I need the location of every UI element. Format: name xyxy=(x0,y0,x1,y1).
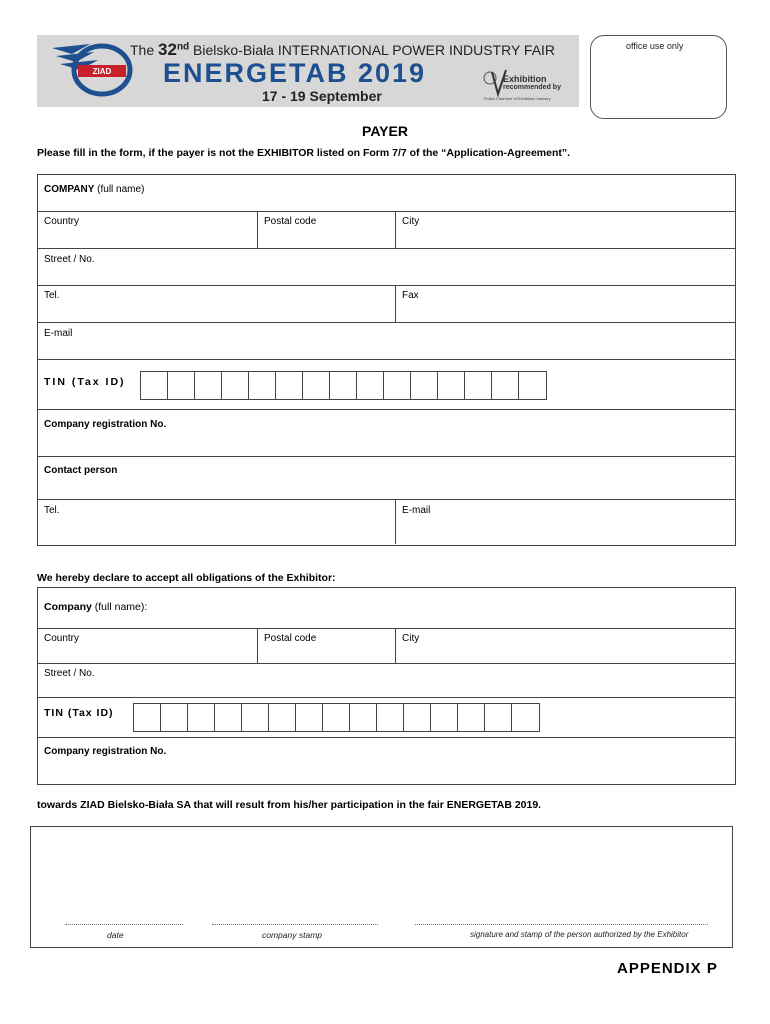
contact-email-label: E-mail xyxy=(402,505,431,516)
tin-digit-box[interactable] xyxy=(431,704,458,731)
title-sup: nd xyxy=(176,41,190,53)
tin-digit-box[interactable] xyxy=(303,372,330,399)
tin-digit-box[interactable] xyxy=(269,704,296,731)
email-label: E-mail xyxy=(44,328,73,339)
tin-digit-box[interactable] xyxy=(215,704,242,731)
exhibitor-country-label: Country xyxy=(44,633,80,644)
tin-digit-box[interactable] xyxy=(296,704,323,731)
event-name: ENERGETAB 2019 xyxy=(163,58,427,88)
tin-label: TIN (Tax ID) xyxy=(44,376,126,388)
tin-digit-box[interactable] xyxy=(465,372,492,399)
city-label: City xyxy=(402,216,420,227)
postal-code-label: Postal code xyxy=(264,216,317,227)
company-stamp-line xyxy=(212,924,378,925)
payer-form xyxy=(37,174,736,546)
tin-digit-box[interactable] xyxy=(377,704,404,731)
tin-digit-box[interactable] xyxy=(384,372,411,399)
exhibitor-tin-boxes[interactable] xyxy=(133,703,540,732)
exhibitor-company-label: Company (full name): xyxy=(44,601,148,613)
exhibitor-street-label: Street / No. xyxy=(44,668,95,679)
divider xyxy=(37,628,736,629)
divider xyxy=(395,211,396,248)
divider xyxy=(395,285,396,322)
country-label: Country xyxy=(44,216,80,227)
company-field[interactable] xyxy=(38,196,737,212)
divider xyxy=(37,456,736,457)
tin-digit-box[interactable] xyxy=(188,704,215,731)
tin-digit-box[interactable] xyxy=(357,372,384,399)
tin-digit-box[interactable] xyxy=(242,704,269,731)
divider xyxy=(395,628,396,663)
office-use-label: office use only xyxy=(626,41,684,51)
tin-digit-box[interactable] xyxy=(411,372,438,399)
badge-line2: recommended by xyxy=(503,84,561,91)
title-prefix: The xyxy=(130,42,155,58)
title-number: 32 xyxy=(158,40,177,59)
divider xyxy=(395,499,396,544)
event-dates: 17 - 19 September xyxy=(262,88,382,104)
divider xyxy=(37,499,736,500)
instruction-text: Please fill in the form, if the payer is not the EXHIBITOR listed on Form 7/7 of the “Application-Agreement”. xyxy=(37,147,571,159)
company-label: COMPANY (full name) xyxy=(44,184,145,195)
tin-digit-box[interactable] xyxy=(323,704,350,731)
company-stamp-caption: company stamp xyxy=(262,930,322,940)
declaration-text: We hereby declare to accept all obligations of the Exhibitor: xyxy=(37,572,336,584)
date-caption: date xyxy=(107,930,124,940)
tin-digit-box[interactable] xyxy=(485,704,512,731)
contact-tel-label: Tel. xyxy=(44,505,60,516)
tin-digit-box[interactable] xyxy=(492,372,519,399)
exhibitor-tin-label: TIN (Tax ID) xyxy=(44,707,114,719)
tin-digit-box[interactable] xyxy=(512,704,539,731)
date-line xyxy=(65,924,183,925)
exhibitor-registration-label: Company registration No. xyxy=(44,746,167,757)
tin-boxes[interactable] xyxy=(140,371,547,400)
tin-digit-box[interactable] xyxy=(276,372,303,399)
appendix-label: APPENDIX P xyxy=(617,960,718,977)
tin-digit-box[interactable] xyxy=(249,372,276,399)
contact-person-label: Contact person xyxy=(44,465,118,476)
divider xyxy=(37,248,736,249)
divider xyxy=(257,628,258,663)
registration-label: Company registration No. xyxy=(44,419,167,430)
exhibitor-postal-code-label: Postal code xyxy=(264,633,317,644)
ziad-logo-icon xyxy=(50,40,135,100)
tin-digit-box[interactable] xyxy=(438,372,465,399)
tin-digit-box[interactable] xyxy=(161,704,188,731)
towards-text: towards ZIAD Bielsko-Biała SA that will result from his/her participation in the fair ENERGETAB 2019. xyxy=(37,799,542,811)
tin-digit-box[interactable] xyxy=(330,372,357,399)
tin-digit-box[interactable] xyxy=(404,704,431,731)
divider xyxy=(257,211,258,248)
tin-digit-box[interactable] xyxy=(168,372,195,399)
divider xyxy=(37,322,736,323)
divider xyxy=(37,359,736,360)
signature-line xyxy=(415,924,708,925)
fax-label: Fax xyxy=(402,290,419,301)
divider xyxy=(37,285,736,286)
title-rest: Bielsko-Biała INTERNATIONAL POWER INDUSTRY FAIR xyxy=(193,42,556,58)
tin-digit-box[interactable] xyxy=(222,372,249,399)
badge-line3: Polish Chamber of Exhibition Industry xyxy=(484,96,551,101)
page-title: PAYER xyxy=(362,123,408,139)
divider xyxy=(37,663,736,664)
tin-digit-box[interactable] xyxy=(134,704,161,731)
tin-digit-box[interactable] xyxy=(519,372,546,399)
signature-caption: signature and stamp of the person authorized by the Exhibitor xyxy=(470,930,689,939)
tin-digit-box[interactable] xyxy=(141,372,168,399)
exhibitor-city-label: City xyxy=(402,633,420,644)
badge-line1: Exhibition xyxy=(503,74,547,84)
divider xyxy=(37,737,736,738)
banner-title xyxy=(130,40,555,60)
logo-text: ZIAD xyxy=(92,67,112,76)
tin-digit-box[interactable] xyxy=(458,704,485,731)
tin-digit-box[interactable] xyxy=(195,372,222,399)
divider xyxy=(37,409,736,410)
tel-label: Tel. xyxy=(44,290,60,301)
tin-digit-box[interactable] xyxy=(350,704,377,731)
divider xyxy=(37,697,736,698)
street-label: Street / No. xyxy=(44,254,95,265)
